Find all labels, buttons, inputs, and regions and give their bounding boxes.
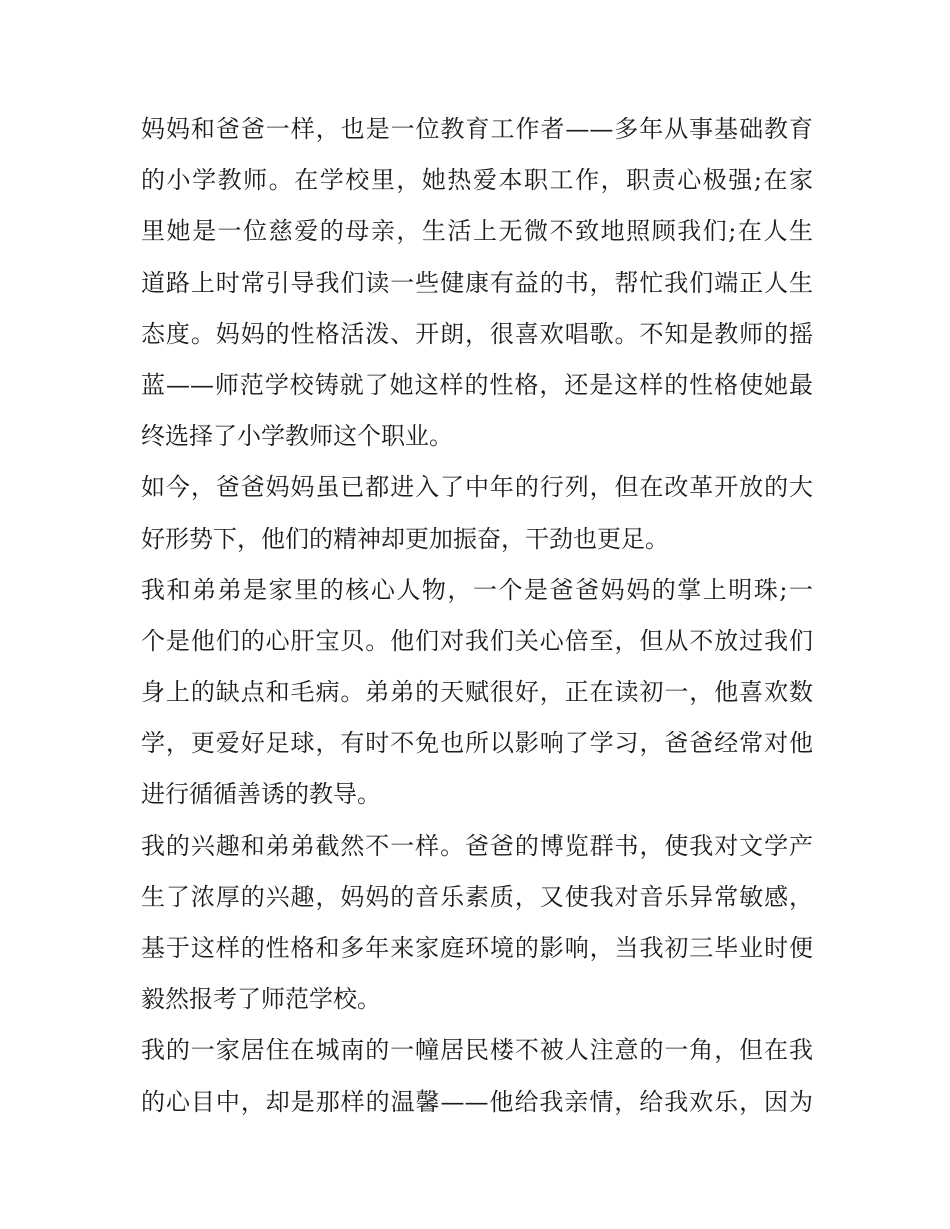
text-line: 我的兴趣和弟弟截然不一样。爸爸的博览群书，使我对文学产 [141,831,813,860]
text-line: 生了浓厚的兴趣，妈妈的音乐素质，又使我对音乐异常敏感， [141,882,813,911]
text-line: 道路上时常引导我们读一些健康有益的书，帮忙我们端正人生 [141,268,813,297]
text-line: 妈妈和爸爸一样，也是一位教育工作者——多年从事基础教育 [141,115,813,143]
paragraph-4 [141,821,813,1026]
text-line: 我和弟弟是家里的核心人物，一个是爸爸妈妈的掌上明珠;一 [141,575,813,604]
paragraph-3 [141,565,813,821]
text-line: 好形势下，他们的精神却更加振奋，干劲也更足。 [141,524,669,553]
paragraph-1 [141,104,813,462]
text-line: 的心目中，却是那样的温馨——他给我亲情，给我欢乐，因为 [141,1087,813,1116]
paragraph-5 [141,1025,813,1127]
text-line: 身上的缺点和毛病。弟弟的天赋很好，正在读初一，他喜欢数 [141,678,813,707]
text-line: 个是他们的心肝宝贝。他们对我们关心倍至，但从不放过我们 [141,626,813,655]
body-text [141,104,813,1128]
text-line: 如今，爸爸妈妈虽已都进入了中年的行列，但在改革开放的大 [141,473,813,502]
text-line: 终选择了小学教师这个职业。 [141,422,453,451]
text-line: 毅然报考了师范学校。 [141,985,381,1014]
text-line: 里她是一位慈爱的母亲，生活上无微不致地照顾我们;在人生 [141,217,813,246]
text-line: 我的一家居住在城南的一幢居民楼不被人注意的一角，但在我 [141,1036,813,1065]
text-line: 基于这样的性格和多年来家庭环境的影响，当我初三毕业时便 [141,934,813,962]
text-line: 进行循循善诱的教导。 [141,780,381,809]
text-line: 态度。妈妈的性格活泼、开朗，很喜欢唱歌。不知是教师的摇 [141,319,813,348]
text-line: 的小学教师。在学校里，她热爱本职工作，职责心极强;在家 [141,166,813,195]
text-line: 学，更爱好足球，有时不免也所以影响了学习，爸爸经常对他 [141,729,813,758]
text-line: 蓝——师范学校铸就了她这样的性格，还是这样的性格使她最 [141,370,813,399]
paragraph-2 [141,462,813,564]
